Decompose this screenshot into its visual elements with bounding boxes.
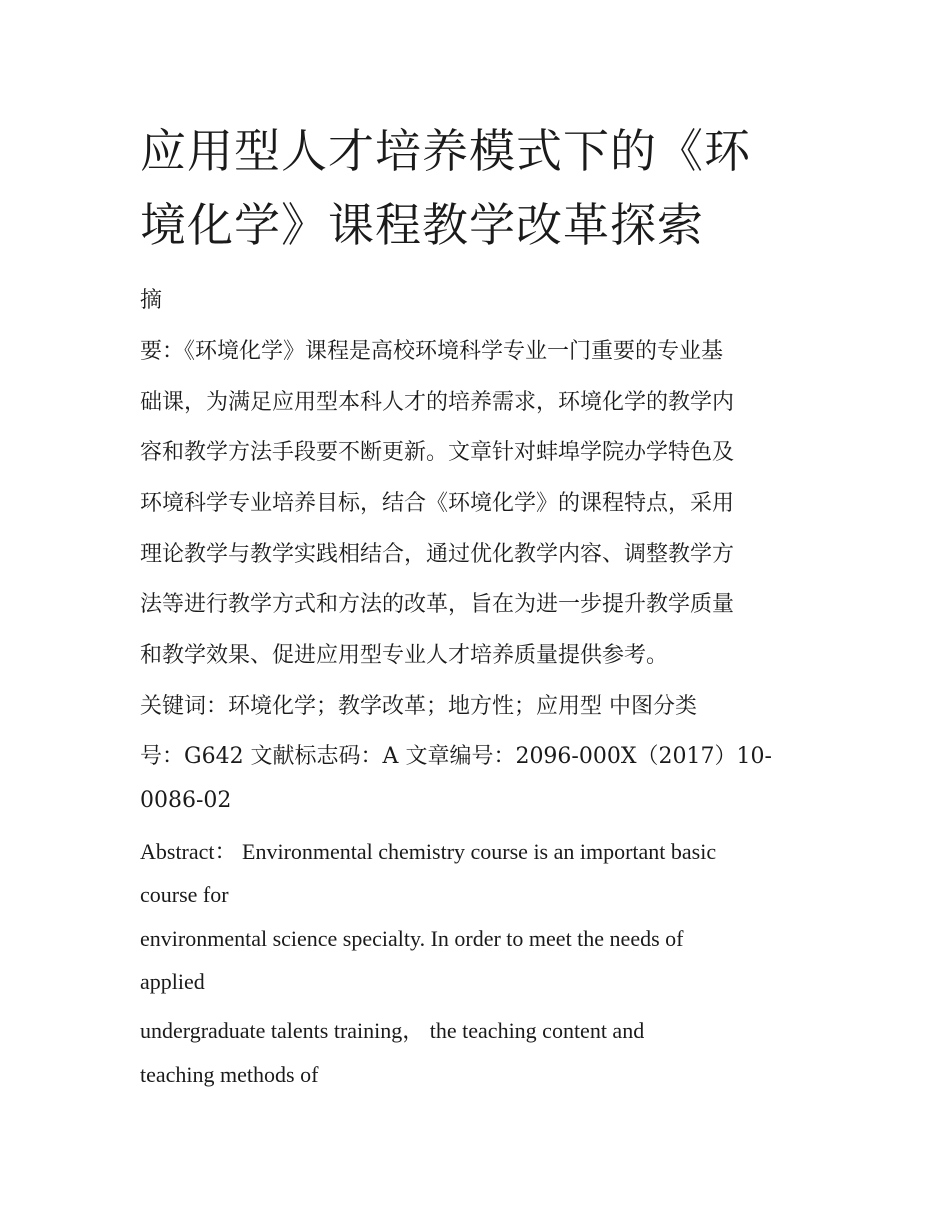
abstract-zh-line-6: 法等进行教学方式和方法的改革，旨在为进一步提升教学质量 bbox=[140, 592, 735, 617]
abstract-zh-line-7: 和教学效果、促进应用型专业人才培养质量提供参考。 bbox=[140, 643, 669, 668]
abstract-en-line-4: applied bbox=[140, 969, 205, 994]
abstract-en-line-1: Abstract： Environmental chemistry course is an important basic bbox=[140, 839, 717, 864]
title-line-2: 境化学》课程教学改革探索 bbox=[140, 198, 704, 252]
abstract-zh-label: 摘 bbox=[140, 288, 163, 313]
abstract-zh-line-3: 容和教学方法手段要不断更新。文章针对蚌埠学院办学特色及 bbox=[140, 440, 735, 465]
abstract-en-line-5: undergraduate talents training， the teaching content and bbox=[140, 1018, 645, 1043]
document-title bbox=[140, 114, 820, 262]
keywords-line-3: 0086-02 bbox=[140, 788, 232, 813]
keywords-line-1: 关键词：环境化学；教学改革；地方性；应用型 中图分类 bbox=[140, 694, 697, 719]
abstract-zh-line-1: 要：《环境化学》课程是高校环境科学专业一门重要的专业基 bbox=[140, 339, 724, 364]
keywords-line-2: 号：G642 文献标志码：A 文章编号：2096-000X（2017）10- bbox=[140, 744, 772, 769]
abstract-zh-line-4: 环境科学专业培养目标，结合《环境化学》的课程特点，采用 bbox=[140, 491, 735, 516]
abstract-zh-line-5: 理论教学与教学实践相结合，通过优化教学内容、调整教学方 bbox=[140, 542, 735, 567]
abstract-en-line-6: teaching methods of bbox=[140, 1062, 319, 1087]
abstract-en-line-3: environmental science specialty. In order to meet the needs of bbox=[140, 926, 684, 951]
abstract-en-line-2: course for bbox=[140, 882, 229, 907]
abstract-zh-line-2: 础课，为满足应用型本科人才的培养需求，环境化学的教学内 bbox=[140, 390, 735, 415]
title-line-1: 应用型人才培养模式下的《环 bbox=[140, 124, 751, 178]
